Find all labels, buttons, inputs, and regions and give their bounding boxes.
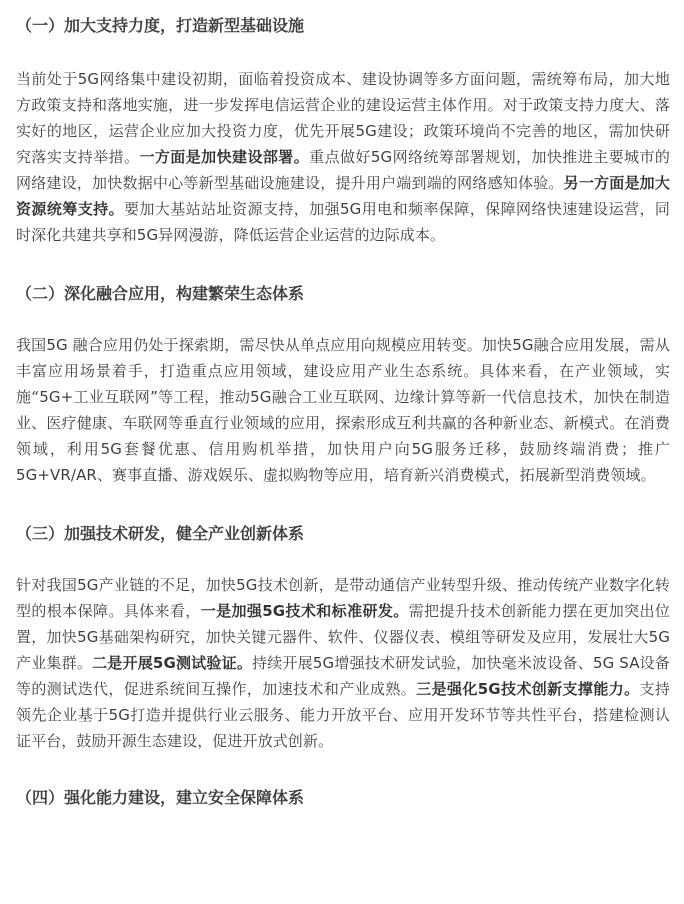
text-segment: 持续开展5G增强技术研发试验，加快毫米波设备、5G SA设备等的测试迭代，促进系统间互操作，加速技术和产业成熟。 bbox=[16, 654, 670, 698]
bold-highlight: 三是强化5G技术创新支撑能力。 bbox=[416, 680, 640, 698]
section-paragraph-3 bbox=[16, 572, 670, 754]
text-segment: 要加大基站站址资源支持，加强5G用电和频率保障，保障网络快速建设运营，同时深化共建共享和5G异网漫游，降低运营企业运营的边际成本。 bbox=[16, 200, 670, 244]
section-heading-3: （三）加强技术研发，健全产业创新体系 bbox=[16, 524, 305, 543]
bold-highlight: 一是加强5G技术和标准研发。 bbox=[200, 602, 409, 620]
text-segment: 需把提升技术创新能力摆在更加突出位置，加快5G基础架构研究，加快关键元器件、软件、仪器仪表、模组等研发及应用，发展壮大5G产业集群。 bbox=[16, 602, 671, 672]
section-paragraph-1 bbox=[16, 66, 670, 248]
bold-highlight: 另一方面是加大资源统筹支持。 bbox=[16, 174, 670, 218]
section-paragraph-2 bbox=[16, 332, 670, 488]
section-heading-4: （四）强化能力建设，建立安全保障体系 bbox=[16, 788, 305, 807]
section-heading-1: （一）加大支持力度，打造新型基础设施 bbox=[16, 16, 305, 35]
text-segment: 支持领先企业基于5G打造并提供行业云服务、能力开放平台、应用开发环节等共性平台，搭建检测认证平台，鼓励开源生态建设，促进开放式创新。 bbox=[16, 680, 670, 750]
bold-highlight: 二是开展5G测试验证。 bbox=[92, 654, 253, 672]
text-segment: 重点做好5G网络统筹部署规划，加快推进主要城市的网络建设，加快数据中心等新型基础设施建设，提升用户端到端的网络感知体验。 bbox=[16, 148, 670, 192]
bold-highlight: 一方面是加快建设部署。 bbox=[139, 148, 310, 166]
text-segment: 当前处于5G网络集中建设初期，面临着投资成本、建设协调等多方面问题，需统筹布局，加大地方政策支持和落地实施，进一步发挥电信运营企业的建设运营主体作用。对于政策支持力度大、落实好的地区，运营企业应加大投资力度，优先开展5G建设；政策环境尚不完善的地区，需加快研究落实支持举措。 bbox=[16, 70, 670, 166]
text-segment: 我国5G 融合应用仍处于探索期，需尽快从单点应用向规模应用转变。加快5G融合应用发展，需从丰富应用场景着手，打造重点应用领域，建设应用产业生态系统。具体来看，在产业领域，实施“5G+工业互联网”等工程，推动5G融合工业互联网、边缘计算等新一代信息技术，加快在制造业、医疗健康、车联网等垂直行业领域的应用，探索形成互利共赢的各种新业态、新模式。在消费领域，利用5G套餐优惠、信用购机举措，加快用户向5G服务迁移，鼓励终端消费；推广5G+VR/AR、赛事直播、游戏娱乐、虚拟购物等应用，培育新兴消费模式，拓展新型消费领域。 bbox=[16, 336, 670, 484]
section-heading-2: （二）深化融合应用，构建繁荣生态体系 bbox=[16, 284, 305, 303]
text-segment: 针对我国5G产业链的不足，加快5G技术创新，是带动通信产业转型升级、推动传统产业数字化转型的根本保障。具体来看， bbox=[16, 576, 670, 620]
